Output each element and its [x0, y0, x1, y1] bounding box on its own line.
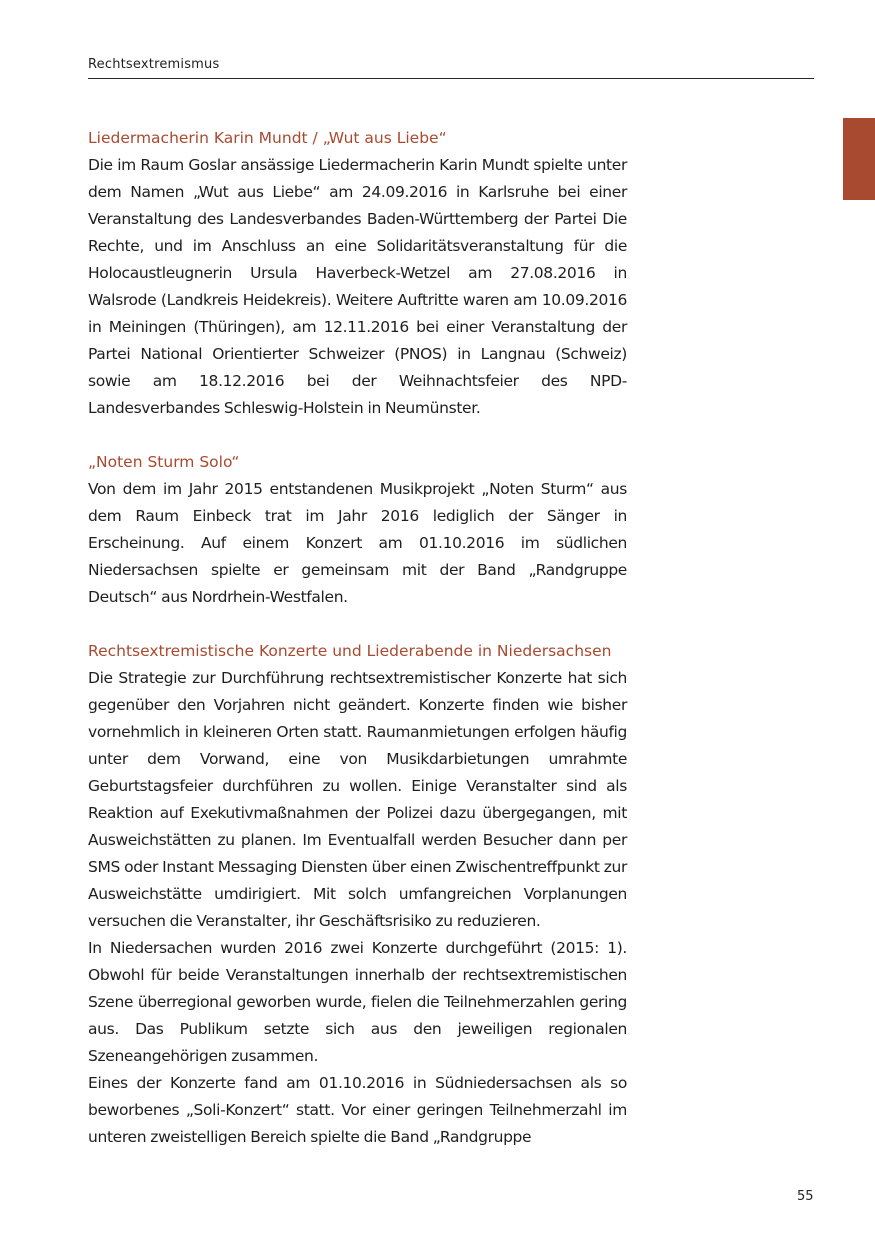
section-heading-noten-sturm: „Noten Sturm Solo“ — [88, 453, 240, 471]
paragraph-noten-sturm: Von dem im Jahr 2015 entstandenen Musikprojekt „Noten Sturm“ aus dem Raum Einbeck trat im Jahr 2016 lediglich der Sänger in Erscheinung. Auf einem Konzert am 01.10.2016 im südlichen Niedersachsen spielte er gemeinsam mit der Band „Randgruppe Deutsch“ aus Nordrhein-Westfalen. — [88, 480, 627, 606]
section-heading-karin-mundt: Liedermacherin Karin Mundt / „Wut aus Liebe“ — [88, 129, 447, 147]
running-header: Rechtsextremismus — [88, 57, 220, 72]
paragraph-karin-mundt: Die im Raum Goslar ansässige Liedermacherin Karin Mundt spielte unter dem Namen „Wut aus Liebe“ am 24.09.2016 in Karlsruhe bei einer Veranstaltung des Landesverbandes Baden-Württemberg der Partei Die Rechte, und im Anschluss an eine Solidaritätsveranstaltung für die Holocaustleugnerin Ursula Haverbeck-Wetzel am 27.08.2016 in Walsrode (Landkreis Heidekreis). Weitere Auftritte waren am 10.09.2016 in Meiningen (Thüringen), am 12.11.2016 bei einer Veranstaltung der Partei National Orientierter Schweizer (PNOS) in Langnau (Schweiz) sowie am 18.12.2016 bei der Weihnachtsfeier des NPD-Landesverbandes Schleswig-Holstein in Neumünster. — [88, 156, 627, 417]
page-number: 55 — [797, 1189, 814, 1204]
section-spacer — [88, 422, 627, 449]
section-heading-konzerte: Rechtsextremistische Konzerte und Liederabende in Niedersachsen — [88, 642, 612, 660]
paragraph-konzerte-strategie: Die Strategie zur Durchführung rechtsextremistischer Konzerte hat sich gegenüber den Vorjahren nicht geändert. Konzerte finden wie bisher vornehmlich in kleineren Orten statt. Raumanmietungen erfolgen häufig unter dem Vorwand, eine von Musikdarbietungen umrahmte Geburtstagsfeier durchführen zu wollen. Einige Veranstalter sind als Reaktion auf Exekutivmaßnahmen der Polizei dazu übergegangen, mit Ausweichstätten zu planen. Im Eventualfall werden Besucher dann per SMS oder Instant Messaging Diensten über einen Zwischentreffpunkt zur Ausweichstätte umdirigiert. Mit solch umfangreichen Vorplanungen versuchen die Veranstalter, ihr Geschäftsrisiko zu reduzieren. — [88, 669, 627, 930]
header-rule — [88, 78, 814, 79]
paragraph-soli-konzert: Eines der Konzerte fand am 01.10.2016 in Südniedersachsen als so beworbenes „Soli-Konzert“ statt. Vor einer geringen Teilnehmerzahl im unteren zweistelligen Bereich spielte die Band „Randgruppe — [88, 1074, 627, 1146]
section-spacer — [88, 611, 627, 638]
chapter-tab-marker — [843, 118, 875, 200]
paragraph-konzerte-2016: In Niedersachen wurden 2016 zwei Konzerte durchgeführt (2015: 1). Obwohl für beide Veranstaltungen innerhalb der rechtsextremistischen Szene überregional geworben wurde, fielen die Teilnehmerzahlen gering aus. Das Publikum setzte sich aus den jeweiligen regionalen Szeneangehörigen zusammen. — [88, 939, 627, 1065]
main-content — [88, 125, 627, 1151]
